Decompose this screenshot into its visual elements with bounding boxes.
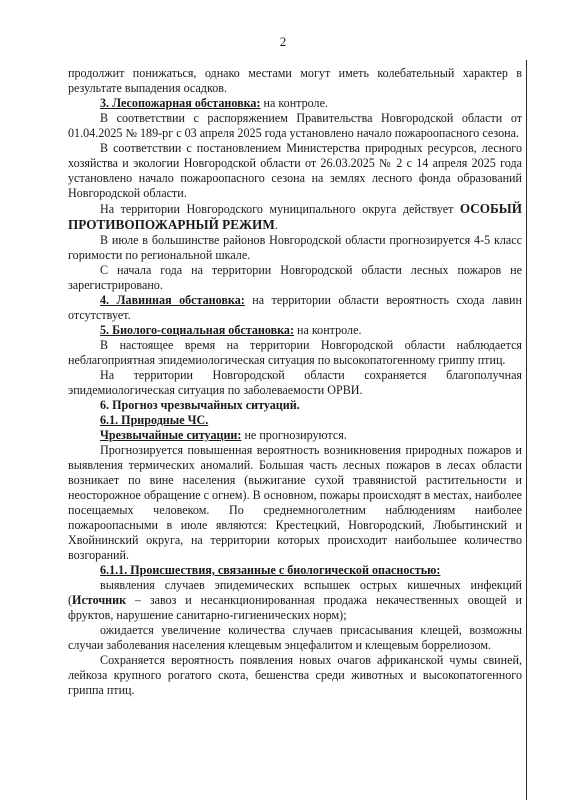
paragraph-no-fires: С начала года на территории Новгородской области лесных пожаров не зарегистрировано.: [68, 263, 522, 292]
section-5-text: на контроле.: [294, 323, 362, 337]
paragraph-orvi: На территории Новгородской области сохраняется благополучная эпидемиологическая ситуация по заболеваемости ОРВИ.: [68, 368, 522, 397]
page-number: 2: [279, 34, 287, 49]
section-4-text: на территории области вероятность схода лавин отсутствует.: [68, 293, 522, 322]
section-3: [68, 96, 522, 111]
source-label: Источник: [72, 593, 127, 607]
document-body: [68, 66, 522, 698]
section-6-heading: 6. Прогноз чрезвычайных ситуаций.: [100, 398, 300, 412]
paragraph-continuation: продолжит понижаться, однако местами могут иметь колебательный характер в результате выпадения осадков.: [68, 66, 522, 95]
special-regime-end: .: [274, 218, 278, 232]
paragraph-swine-fever: Сохраняется вероятность появления новых очагов африканской чумы свиней, лейкоза крупного рогатого скота, бешенства среди животных и высокопатогенного гриппа птиц.: [68, 653, 522, 697]
section-3-text: на контроле.: [260, 96, 328, 110]
paragraph-ticks: ожидается увеличение количества случаев присасывания клещей, возможны случаи заболевания населения клещевым энцефалитом и клещевым боррелиозом.: [68, 623, 522, 652]
section-3-heading: 3. Лесопожарная обстановка:: [100, 96, 261, 110]
paragraph-wildfire-forecast: Прогнозируется повышенная вероятность возникновения природных пожаров и выявления термических аномалий. Большая часть лесных пожаров в лесах области возникает по вине населения (выжигание сухой травянистой растительности и неосторожное обращение с огнем). В основном, пожары происходят в местах, наиболее посещаемых человеком. По среднемноголетним наблюдениям наиболее пожароопасными в июле являются: Крестецкий, Новгородский, Любытинский и Хвойнинский округа, на территории которых происходит наибольшее количество возгораний.: [68, 443, 522, 562]
emergencies-line: [68, 428, 522, 443]
paragraph-special-regime: [68, 201, 522, 233]
special-regime-text: На территории Новгородского муниципального округа действует: [100, 202, 460, 216]
paragraph-fire-class: В июле в большинстве районов Новгородской области прогнозируется 4-5 класс горимости по региональной шкале.: [68, 233, 522, 262]
emergencies-text: не прогнозируются.: [241, 428, 347, 442]
section-4-heading: 4. Лавинная обстановка:: [100, 293, 245, 307]
intestinal-rest: – завоз и несанкционированная продажа некачественных овощей и фруктов, нарушение санитарно-гигиенических норм);: [68, 593, 522, 622]
paragraph-bird-flu: В настоящее время на территории Новгородской области наблюдается неблагоприятная эпидемиологическая ситуация по высокопатогенному гриппу птиц.: [68, 338, 522, 367]
section-5: [68, 323, 522, 338]
intestinal-text: выявления случаев эпидемических вспышек острых кишечных инфекций (: [68, 578, 522, 607]
scan-edge-line: [526, 60, 527, 800]
paragraph-fire-season-government: В соответствии с распоряжением Правительства Новгородской области от 01.04.2025 № 189-рг с 03 апреля 2025 года установлено начало пожароопасного сезона.: [68, 111, 522, 140]
special-regime-emphasis: ОСОБЫЙ ПРОТИВОПОЖАРНЫЙ РЕЖИМ: [68, 201, 522, 232]
section-6-1-heading: 6.1. Природные ЧС.: [100, 413, 209, 427]
paragraph-intestinal-infections: [68, 578, 522, 623]
section-6-1-1-heading: 6.1.1. Происшествия, связанные с биологической опасностью:: [100, 563, 441, 577]
paragraph-fire-season-ministry: В соответствии с постановлением Министерства природных ресурсов, лесного хозяйства и экологии Новгородской области от 26.03.2025 № 2 с 14 апреля 2025 года установлено начало пожароопасного сезона на землях лесного фонда образований Новгородской области.: [68, 141, 522, 200]
emergencies-heading: Чрезвычайные ситуации:: [100, 428, 242, 442]
section-4: [68, 293, 522, 323]
section-5-heading: 5. Биолого-социальная обстановка:: [100, 323, 295, 337]
